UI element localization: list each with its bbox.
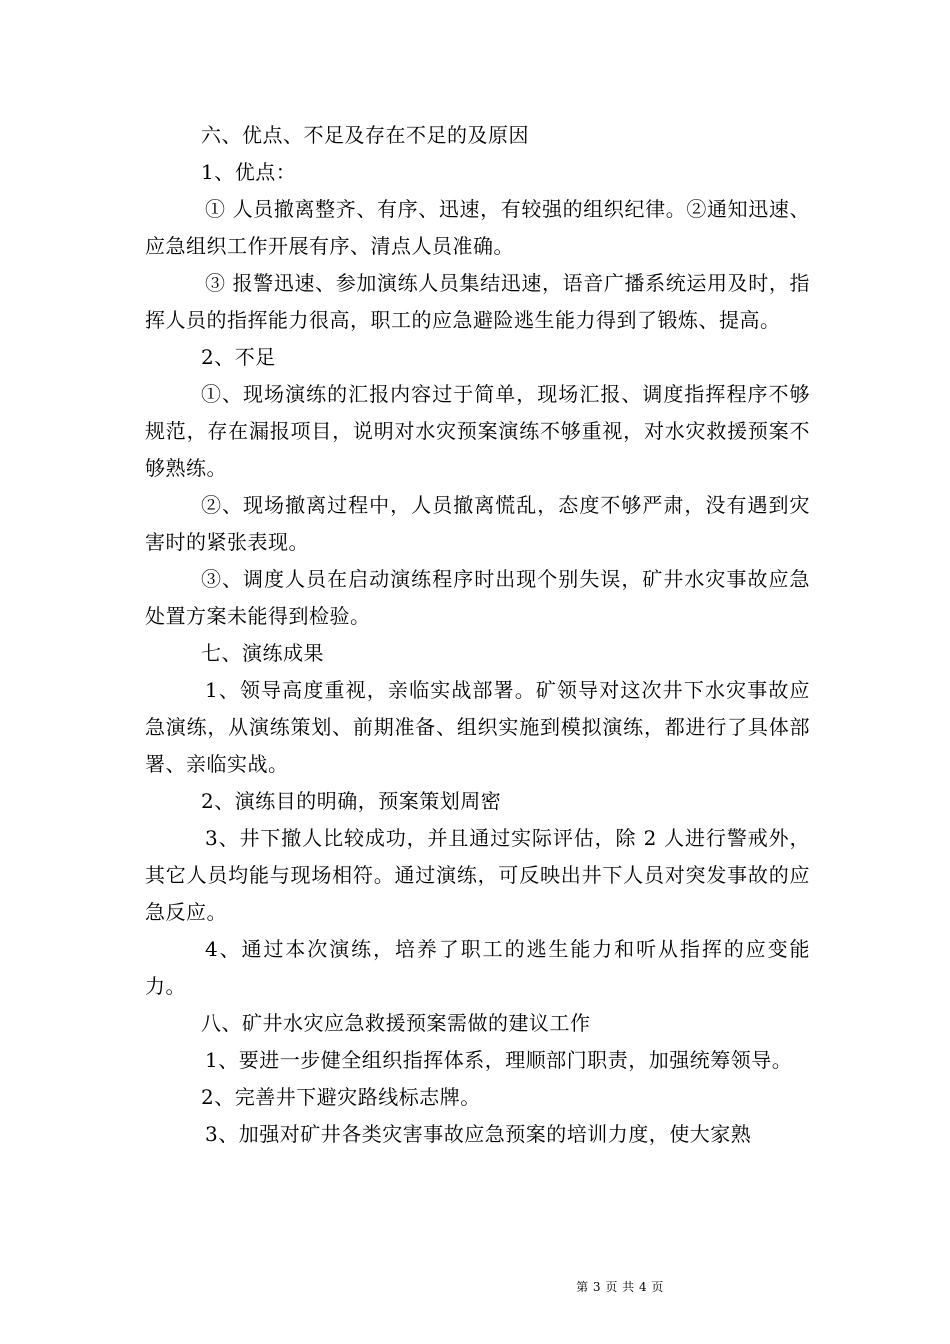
document-body [145, 117, 810, 1153]
heading-section-6: 六、优点、不足及存在不足的及原因 [201, 123, 529, 147]
paragraph: 1、要进一步健全组织指挥体系，理顺部门职责，加强统筹领导。 [205, 1048, 793, 1072]
heading-section-7: 七、演练成果 [201, 641, 324, 665]
paragraph: 3、加强对矿井各类灾害事故应急预案的培训力度，使大家熟 [205, 1122, 752, 1146]
paragraph: 1、领导高度重视，亲临实战部署。矿领导对这次井下水灾事故应急演练，从演练策划、前期准备、组织实施到模拟演练，都进行了具体部署、亲临实战。 [145, 678, 810, 776]
paragraph: 2、完善井下避灾路线标志牌。 [201, 1085, 481, 1109]
heading-section-8: 八、矿井水灾应急救援预案需做的建议工作 [201, 1011, 591, 1035]
paragraph: ③、调度人员在启动演练程序时出现个别失误，矿井水灾事故应急处置方案未能得到检验。 [145, 567, 810, 628]
subheading-shortcomings: 2、不足 [201, 345, 276, 369]
paragraph: ②、现场撤离过程中，人员撤离慌乱，态度不够严肃，没有遇到灾害时的紧张表现。 [145, 493, 810, 554]
paragraph: 4、通过本次演练，培养了职工的逃生能力和听从指挥的应变能力。 [145, 937, 810, 998]
paragraph: 2、演练目的明确，预案策划周密 [201, 789, 502, 813]
page-number-footer: 第 3 页 共 4 页 [576, 1280, 664, 1294]
subheading-advantages: 1、优点： [201, 160, 297, 184]
paragraph: ①、现场演练的汇报内容过于简单，现场汇报、调度指挥程序不够规范，存在漏报项目，说明对水灾预案演练不够重视，对水灾救援预案不够熟练。 [145, 382, 810, 480]
paragraph: 3、井下撤人比较成功，并且通过实际评估，除 2 人进行警戒外，其它人员均能与现场相符。通过演练，可反映出井下人员对突发事故的应急反应。 [145, 826, 810, 924]
paragraph: ① 人员撤离整齐、有序、迅速，有较强的组织纪律。②通知迅速、应急组织工作开展有序、清点人员准确。 [145, 197, 810, 258]
paragraph: ③ 报警迅速、参加演练人员集结迅速，语音广播系统运用及时，指挥人员的指挥能力很高，职工的应急避险逃生能力得到了锻炼、提高。 [145, 271, 810, 332]
